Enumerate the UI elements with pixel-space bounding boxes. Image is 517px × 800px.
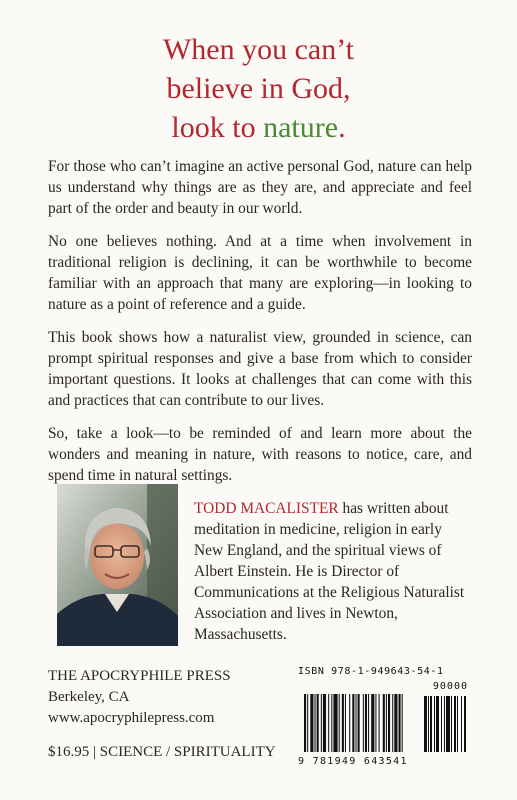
barcode-bar bbox=[307, 694, 308, 752]
barcode-bar bbox=[402, 694, 403, 752]
barcode-addon-bar bbox=[454, 696, 456, 752]
barcode-addon-bar bbox=[428, 696, 429, 752]
barcode-bar bbox=[321, 694, 322, 752]
barcode-bar bbox=[363, 694, 364, 752]
barcode-bar bbox=[358, 694, 360, 752]
blurb-paragraph-1: For those who can’t imagine an active personal God, nature can help us understand why things are as they are, and appreciate and feel part of the order and beauty in our world. bbox=[48, 158, 472, 217]
barcode-bar bbox=[349, 694, 350, 752]
barcode-addon-bar bbox=[457, 696, 458, 752]
barcode-bar bbox=[317, 694, 319, 752]
author-bio bbox=[194, 498, 469, 645]
barcode-addon-bar bbox=[461, 696, 462, 752]
barcode-addon-bar bbox=[434, 696, 435, 752]
ean-digits: 9 781949 643541 bbox=[298, 756, 408, 767]
headline-line-3 bbox=[0, 108, 517, 147]
publisher-name: THE APOCRYPHILE PRESS bbox=[48, 668, 231, 684]
author-portrait-image bbox=[57, 484, 178, 646]
publisher-city: Berkeley, CA bbox=[48, 689, 130, 705]
barcode-bar bbox=[304, 694, 306, 752]
barcode-bar bbox=[339, 694, 340, 752]
barcode-bar bbox=[328, 694, 329, 752]
barcode-bar bbox=[355, 694, 356, 752]
headline-line-3-prefix: look to bbox=[171, 111, 264, 144]
barcode-bar bbox=[345, 694, 346, 752]
headline bbox=[0, 30, 517, 147]
barcode-bar bbox=[399, 694, 401, 752]
barcode-bar bbox=[392, 694, 393, 752]
barcode-bar bbox=[323, 694, 326, 752]
author-photo bbox=[57, 484, 178, 646]
isbn-barcode bbox=[294, 664, 472, 772]
isbn-label: ISBN 978-1-949643-54-1 bbox=[298, 666, 444, 677]
barcode-addon-bar bbox=[446, 696, 450, 752]
barcode-bar bbox=[394, 694, 397, 752]
barcode-addon-bar bbox=[424, 696, 427, 752]
headline-line-2: believe in God, bbox=[166, 72, 351, 105]
barcode-bar bbox=[368, 694, 369, 752]
barcode-bar bbox=[386, 694, 387, 752]
barcode-addon-bar bbox=[464, 696, 466, 752]
author-name: TODD MACALISTER bbox=[194, 500, 339, 517]
price-code: 90000 bbox=[432, 681, 468, 692]
blurb-paragraph-4: So, take a look—to be reminded of and learn more about the wonders and meaning in nature, with reasons to notice, care, and spend time in natural settings. bbox=[48, 425, 472, 484]
barcode-bar bbox=[315, 694, 316, 752]
barcode-bar bbox=[375, 694, 376, 752]
barcode-bar bbox=[371, 694, 374, 752]
headline-nature-word: nature bbox=[263, 111, 339, 144]
publisher-block bbox=[48, 666, 298, 729]
barcode-bar bbox=[331, 694, 332, 752]
author-bio-text: has written about meditation in medicine, religion in early New England, and the spiritual views of Albert Einstein. He is Director of Communications at the Religious Naturalist Association and lives in Newton, Massachusetts. bbox=[194, 500, 465, 643]
barcode-addon-bar bbox=[441, 696, 442, 752]
barcode-bar bbox=[383, 694, 385, 752]
barcode-bar bbox=[310, 694, 313, 752]
headline-line-3-suffix: . bbox=[338, 111, 346, 144]
barcode-addon-bar bbox=[451, 696, 452, 752]
barcode-bar bbox=[379, 694, 380, 752]
blurb-paragraph-2: No one believes nothing. And at a time when involvement in traditional religion is declining, it can be worthwhile to become familiar with an approach that many are exploring—in looking to nature as a point of reference and a guide. bbox=[48, 233, 472, 313]
price-category: $16.95 | SCIENCE / SPIRITUALITY bbox=[48, 744, 276, 760]
barcode-bar bbox=[352, 694, 354, 752]
blurb-paragraph-3: This book shows how a naturalist view, grounded in science, can prompt spiritual responses and give a base from which to consider important questions. It looks at challenges that can come with this and practices that can contribute to our lives. bbox=[48, 329, 472, 409]
publisher-website: www.apocryphilepress.com bbox=[48, 710, 215, 726]
barcode-addon-bar bbox=[444, 696, 445, 752]
barcode-bar bbox=[365, 694, 367, 752]
barcode-bar bbox=[388, 694, 390, 752]
barcode-bar bbox=[342, 694, 344, 752]
barcode-addon-bar bbox=[430, 696, 432, 752]
headline-line-1: When you can’t bbox=[162, 33, 355, 66]
barcode-addon-bar bbox=[436, 696, 439, 752]
barcode-bar bbox=[333, 694, 337, 752]
blurb bbox=[48, 156, 472, 498]
